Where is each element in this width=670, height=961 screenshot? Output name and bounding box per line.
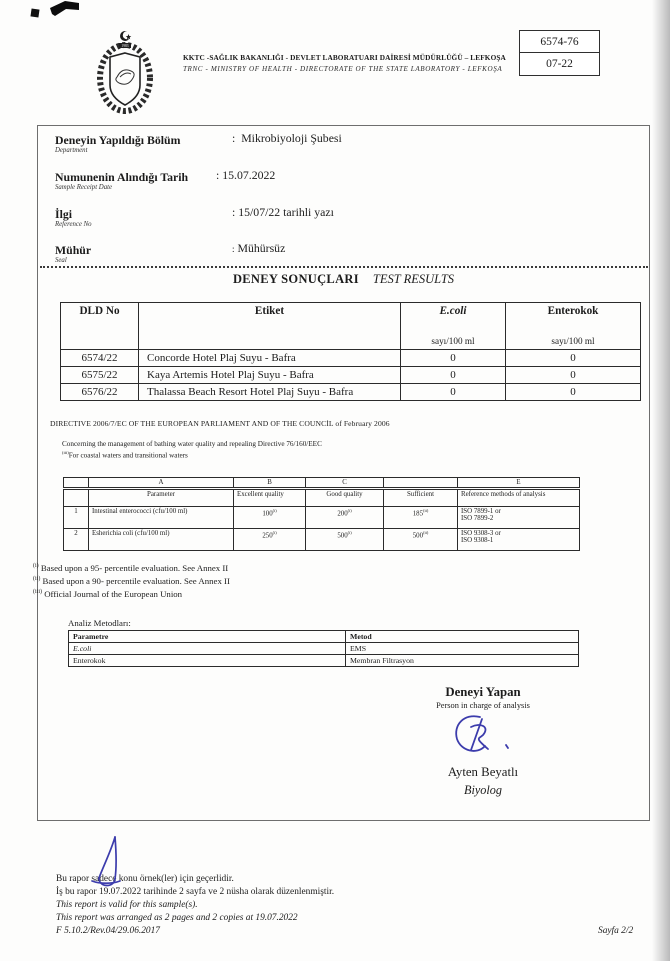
department-label-tr: Deneyin Yapıldığı Bölüm <box>55 133 181 147</box>
analyst-role: Biyolog <box>464 783 502 797</box>
ref-letter-c: C <box>306 478 384 489</box>
seal-sep: : <box>232 244 235 254</box>
report-month: 07-22 <box>546 58 573 70</box>
result-1-dld-no: 6574/22 <box>61 350 139 367</box>
reference-sep: : <box>232 205 236 219</box>
ref-2-sufficient: 500$^{(ii)}$ <box>384 529 458 551</box>
department-value-line <box>232 131 342 146</box>
signature-block <box>388 685 578 798</box>
enterokok-unit: sayı/100 ml <box>551 336 595 346</box>
ref-row-ecoli <box>64 529 580 551</box>
col-header-dld-no: DLD No <box>61 303 139 350</box>
result-1-etiket: Concorde Hotel Plaj Suyu - Bafra <box>139 350 401 367</box>
results-title-en: TEST RESULTS <box>372 272 455 286</box>
signature-title-en: Person in charge of analysis <box>436 701 530 710</box>
department-sep: : <box>232 131 236 145</box>
sample-date-sep: : <box>216 168 220 182</box>
footer-validity-en: This report is valid for this sample(s). <box>56 900 198 910</box>
directive-subtitle: Concerning the management of bathing water quality and repealing Directive 76/160/EEC <box>62 440 322 448</box>
ref-1-num: 1 <box>64 507 89 529</box>
analyst-name: Ayten Beyatlı <box>447 765 519 779</box>
ref-header-blank <box>64 489 89 507</box>
footer-form-number: F 5.10.2/Rev.04/29.06.2017 <box>56 926 160 936</box>
footnote-iii: $^{(iii)}$ Official Journal of the European Union <box>33 589 183 599</box>
ref-header-excellent: Excellent quality <box>234 489 306 507</box>
sample-date-value-line <box>216 168 275 183</box>
methods-header-row <box>69 631 579 643</box>
methods-ecoli-metod: EMS <box>346 643 579 655</box>
seal-value: Mühürsüz <box>237 241 286 255</box>
ref-header-methods: Reference methods of analysis <box>458 489 580 507</box>
footnote-i: $^{(i)}$ Based upon a 95- percentile evaluation. See Annex II <box>33 563 229 573</box>
footnote-ii: $^{(ii)}$ Based upon a 90- percentile evaluation. See Annex II <box>33 576 230 586</box>
result-3-etiket: Thalassa Beach Resort Hotel Plaj Suyu - Bafra <box>139 384 401 401</box>
footer-validity-tr: Bu rapor sadece konu örnek(ler) için geçerlidir. <box>56 874 234 884</box>
result-2-etiket: Kaya Artemis Hotel Plaj Suyu - Bafra <box>139 367 401 384</box>
scan-edge-shadow <box>652 0 670 961</box>
methods-header-metod: Metod <box>346 631 579 643</box>
reference-value: 15/07/22 tarihli yazı <box>238 205 334 219</box>
results-section-title <box>37 272 650 287</box>
signature-title-tr: Deneyi Yapan <box>445 685 521 699</box>
methods-enterokok-param: Enterokok <box>69 655 346 667</box>
col-header-etiket: Etiket <box>139 303 401 350</box>
ref-1-methods: ISO 7899-1 or ISO 7899-2 <box>458 507 580 529</box>
result-3-ecoli: 0 <box>401 384 506 401</box>
directive-scope-sup: (iii) <box>62 450 69 455</box>
ref-header-parameter: Parameter <box>89 489 234 507</box>
reference-label-tr: İlgi <box>55 207 73 221</box>
page-number: Sayfa 2/2 <box>598 926 634 936</box>
directive-title: DIRECTIVE 2006/7/EC OF THE EUROPEAN PARLIAMENT AND OF THE COUNCİL of February 2006 <box>50 419 390 428</box>
directive-scope-text: For coastal waters and transitional waters <box>68 451 188 460</box>
scan-artifact-mark <box>50 1 80 19</box>
test-results-table <box>60 302 641 401</box>
seal-label-tr: Mühür <box>55 243 92 257</box>
reference-label-en: Reference No <box>55 221 92 228</box>
results-title-tr: DENEY SONUÇLARI <box>232 272 359 286</box>
methods-header-parametre: Parametre <box>69 631 346 643</box>
svg-text:1983: 1983 <box>121 44 129 48</box>
ref-row-enterococci <box>64 507 580 529</box>
eu-reference-table <box>63 477 580 551</box>
reference-value-line <box>232 205 334 220</box>
org-name-turkish: KKTC -SAĞLIK BAKANLIĞI - DEVLET LABORATUARI DAİRESİ MÜDÜRLÜĞÜ – LEFKOŞA <box>183 53 506 62</box>
ref-2-parameter: Esherichia coli (cfu/100 ml) <box>89 529 234 551</box>
analyst-signature <box>444 712 522 758</box>
ref-letter-b: B <box>234 478 306 489</box>
ref-2-excellent: 250$^{(i)}$ <box>234 529 306 551</box>
result-3-dld-no: 6576/22 <box>61 384 139 401</box>
methods-row-enterokok <box>69 655 579 667</box>
ref-1-good: 200$^{(i)}$ <box>306 507 384 529</box>
ref-letter-a: A <box>89 478 234 489</box>
methods-ecoli-param: E.coli <box>69 643 346 655</box>
result-row-2 <box>61 367 641 384</box>
directive-scope-line <box>62 450 188 459</box>
ref-letter-blank1 <box>64 478 89 489</box>
scan-artifact-dot <box>30 8 39 17</box>
ref-letters-row <box>64 478 580 489</box>
department-label-en: Department <box>55 147 88 154</box>
sample-date-label-tr: Numunenin Alındığı Tarih <box>55 170 189 184</box>
ref-header-good: Good quality <box>306 489 384 507</box>
result-row-3 <box>61 384 641 401</box>
result-2-dld-no: 6575/22 <box>61 367 139 384</box>
header-org-block <box>183 53 523 73</box>
results-header-row <box>61 303 641 350</box>
ref-header-sufficient: Sufficient <box>384 489 458 507</box>
ref-header-row <box>64 489 580 507</box>
trnc-emblem-logo <box>95 28 155 116</box>
footer-arranged-tr: İş bu rapor 19.07.2022 tarihinde 2 sayfa ve 2 nüsha olarak düzenlenmiştir. <box>56 887 335 897</box>
footer-arranged-en: This report was arranged as 2 pages and 2 copies at 19.07.2022 <box>56 913 298 923</box>
department-value: Mikrobiyoloji Şubesi <box>241 131 342 145</box>
ref-letter-blank2 <box>384 478 458 489</box>
sample-date-label-en: Sample Receipt Date <box>55 184 112 191</box>
result-3-enterokok: 0 <box>506 384 641 401</box>
seal-label-en: Seal <box>55 257 67 264</box>
ecoli-unit: sayı/100 ml <box>431 336 475 346</box>
dotted-separator <box>40 266 648 268</box>
ref-2-methods: ISO 9308-3 or ISO 9308-1 <box>458 529 580 551</box>
col-header-ecoli: E.coli sayı/100 ml <box>401 303 506 350</box>
org-name-english: TRNC - MINISTRY OF HEALTH - DIRECTORATE OF THE STATE LABORATORY - LEFKOŞA <box>183 65 503 73</box>
methods-enterokok-metod: Membran Filtrasyon <box>346 655 579 667</box>
methods-row-ecoli <box>69 643 579 655</box>
ref-1-parameter: Intestinal enterococci (cfu/100 ml) <box>89 507 234 529</box>
report-number-box <box>519 30 600 76</box>
ref-2-good: 500$^{(i)}$ <box>306 529 384 551</box>
result-2-enterokok: 0 <box>506 367 641 384</box>
result-1-enterokok: 0 <box>506 350 641 367</box>
ref-2-num: 2 <box>64 529 89 551</box>
ref-1-sufficient: 185$^{(ii)}$ <box>384 507 458 529</box>
col-header-enterokok: Enterokok sayı/100 ml <box>506 303 641 350</box>
ref-1-excellent: 100$^{(i)}$ <box>234 507 306 529</box>
result-row-1 <box>61 350 641 367</box>
result-1-ecoli: 0 <box>401 350 506 367</box>
report-number: 6574-76 <box>520 31 599 53</box>
analysis-methods-table <box>68 630 579 667</box>
seal-value-line <box>232 241 285 256</box>
ref-letter-e: E <box>458 478 580 489</box>
result-2-ecoli: 0 <box>401 367 506 384</box>
footer-paraph-signature <box>86 835 132 893</box>
methods-title: Analiz Metodları: <box>68 618 131 628</box>
sample-date-value: 15.07.2022 <box>222 168 276 182</box>
